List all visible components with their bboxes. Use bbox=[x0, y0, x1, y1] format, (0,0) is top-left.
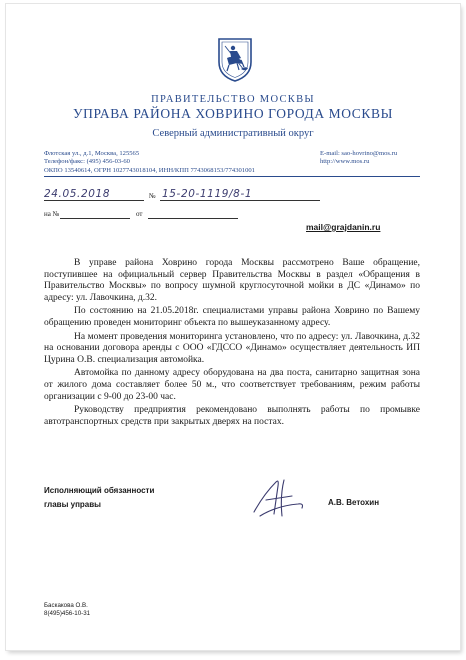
organization-title: УПРАВА РАЙОНА ХОВРИНО ГОРОДА МОСКВЫ bbox=[73, 106, 393, 121]
registration-row bbox=[44, 188, 324, 204]
ref-from: от bbox=[136, 210, 143, 218]
letter-page bbox=[6, 4, 460, 650]
executor-phone: 8(495)456-10-31 bbox=[44, 609, 91, 617]
contact-block bbox=[320, 150, 397, 167]
executor-block bbox=[44, 602, 90, 617]
body-paragraph: Руководству предприятия рекомендовано выполнять работы по промывке автотранспортных средств при закрытых дверях на постах. bbox=[44, 405, 420, 427]
district-subtitle: Северный административный округ bbox=[152, 128, 314, 139]
body-paragraph: В управе района Ховрино города Москвы рассмотрено Ваше обращение, поступившее на официальный сервер Правительства Москвы в раздел «Обращения в Правительство Москвы» по вопросу шумной круглосуточной мойки в ДС «Динамо» по адресу: ул. Лавочкина, д.32. bbox=[44, 258, 420, 303]
registration-number: 15-20-1119/8-1 bbox=[162, 188, 253, 200]
header-divider bbox=[44, 176, 420, 177]
registry-codes-line: ОКПО 13540614, ОГРН 1027743018104, ИНН/КПП 7743068153/774301001 bbox=[44, 166, 255, 174]
website-line: http://www.mos.ru bbox=[320, 158, 370, 166]
body-paragraph: По состоянию на 21.05.2018г. специалистами управы района Ховрино по Вашему обращению проведен мониторинг объекта по вышеуказанному адресу. bbox=[44, 306, 420, 328]
letter-body bbox=[44, 258, 420, 430]
reference-row bbox=[44, 210, 324, 222]
moscow-coat-of-arms-icon bbox=[217, 36, 253, 82]
signatory-position: Исполняющий обязанности главы управы bbox=[44, 486, 155, 509]
handwritten-signature bbox=[246, 474, 314, 520]
ref-number-line bbox=[60, 218, 130, 219]
executor-name: Баскакова О.В. bbox=[44, 602, 88, 609]
email-line: E-mail: sao-hovrino@mos.ru bbox=[320, 150, 398, 157]
date-underline bbox=[44, 200, 144, 201]
number-prefix: № bbox=[149, 192, 156, 200]
recipient-email: mail@grajdanin.ru bbox=[306, 222, 381, 232]
registration-date: 24.05.2018 bbox=[44, 188, 111, 200]
signatory-name: А.В. Ветохин bbox=[328, 498, 380, 507]
phone-line: Телефон/факс: (495) 456-03-60 bbox=[44, 158, 130, 166]
address-line: Флотская ул., д.1, Москва, 125565 bbox=[44, 150, 140, 157]
ref-date-line bbox=[148, 218, 238, 219]
body-paragraph: Автомойка по данному адресу оборудована на два поста, санитарно защитная зона от жилого дома составляет более 50 м., что соответствует требованиям, режим работы организации с 9-00 до 23-00 час. bbox=[44, 368, 420, 402]
ref-prefix: на № bbox=[44, 210, 60, 218]
government-title: ПРАВИТЕЛЬСТВО МОСКВЫ bbox=[151, 94, 315, 105]
number-underline bbox=[160, 200, 320, 201]
body-paragraph: На момент проведения мониторинга установлено, что по адресу: ул. Лавочкина, д.32 на основании договора аренды с ООО «ГДССО «Динамо» осуществляет деятельность ИП Цурина О.В. специализация автомойка. bbox=[44, 331, 420, 365]
address-block bbox=[44, 150, 255, 175]
